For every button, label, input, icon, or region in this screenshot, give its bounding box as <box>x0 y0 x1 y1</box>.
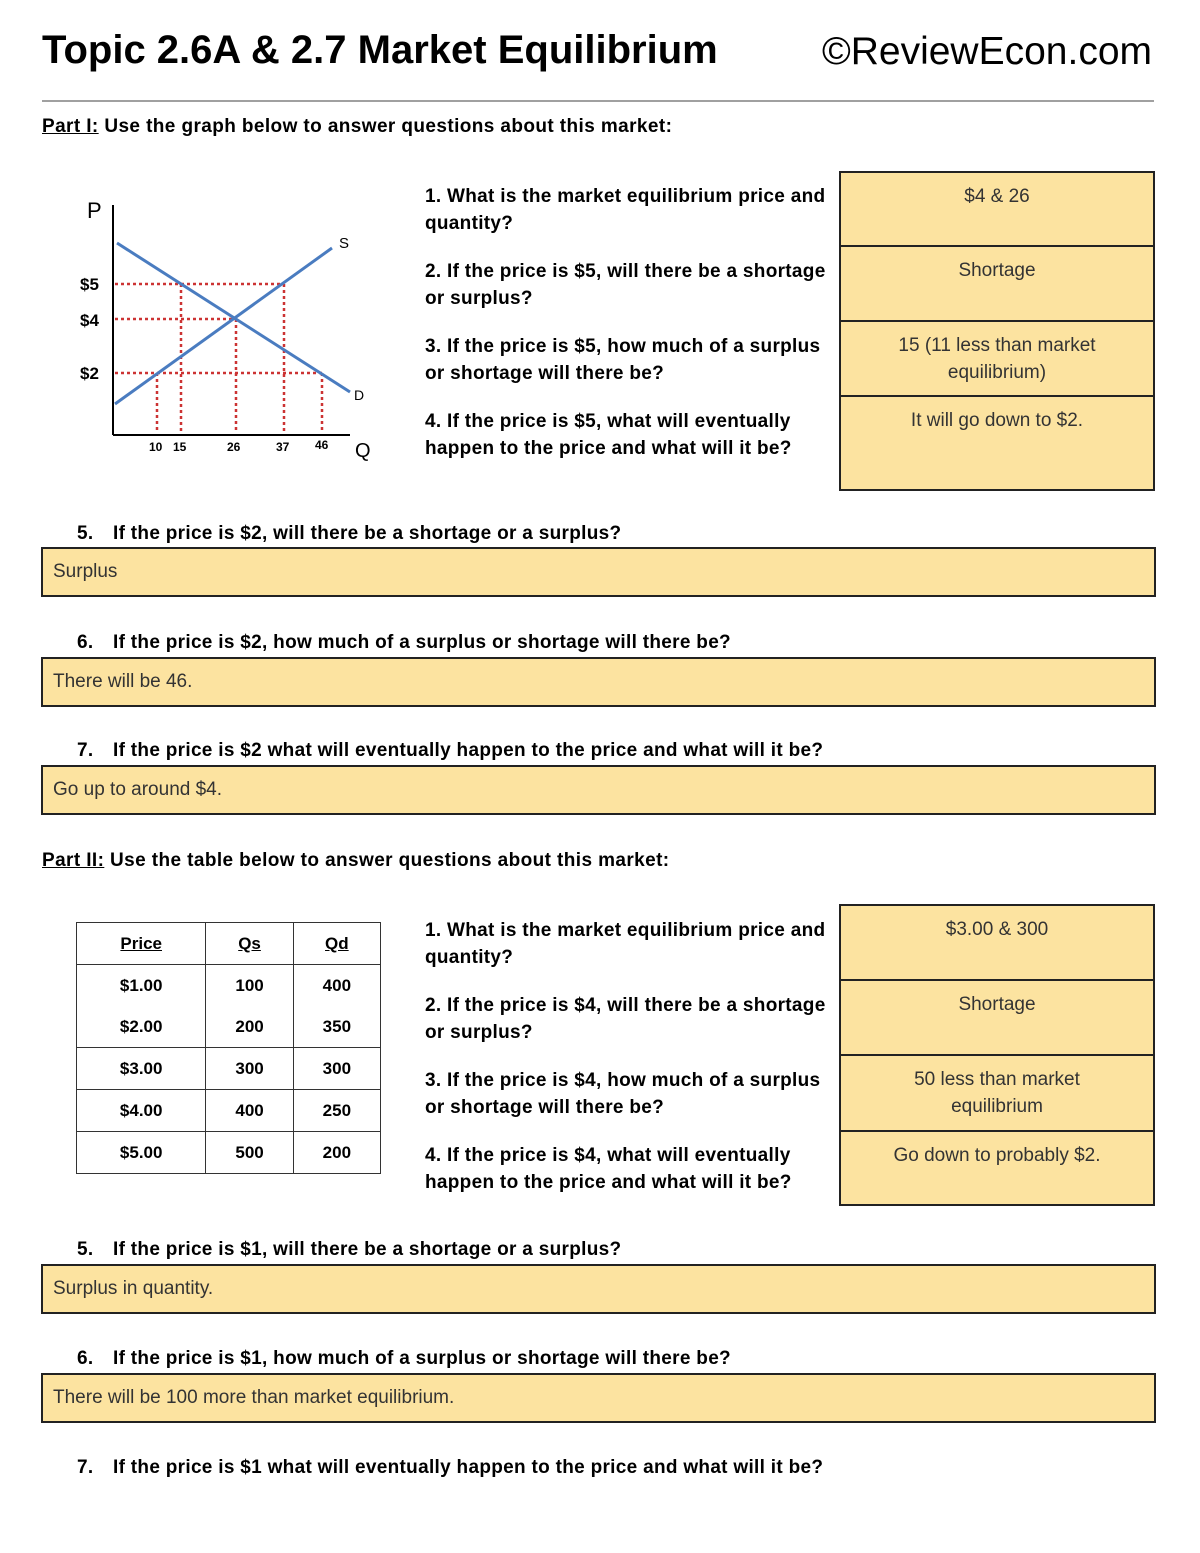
part2-heading <box>42 850 670 872</box>
part1-heading <box>42 116 672 138</box>
p2-question-2: 2. If the price is $4, will there be a shortage or surplus? <box>425 995 826 1043</box>
cell-qs: 500 <box>206 1132 293 1174</box>
p1-answer-6[interactable]: There will be 46. <box>41 657 1156 707</box>
table-row <box>77 965 381 1007</box>
p1-q6-text: If the price is $2, how much of a surplus or shortage will there be? <box>113 632 731 653</box>
table-row <box>77 1132 381 1174</box>
cell-qd: 350 <box>293 1006 380 1048</box>
cell-qs: 200 <box>206 1006 293 1048</box>
qty-label-15: 15 <box>173 440 187 454</box>
cell-price: $5.00 <box>119 1142 163 1162</box>
header-qs: Qs <box>206 923 293 965</box>
p1-answer-2[interactable]: Shortage <box>839 245 1155 322</box>
site-credit: ©ReviewEcon.com <box>821 30 1152 73</box>
p2-q5-text: If the price is $1, will there be a shortage or a surplus? <box>113 1239 622 1260</box>
p1-question-5 <box>77 523 621 545</box>
p2-question-7 <box>77 1457 823 1479</box>
demand-curve <box>117 243 350 392</box>
p1-question-6 <box>77 632 731 654</box>
supply-label: S <box>339 235 350 252</box>
part1-instruction: Use the graph below to answer questions about this market: <box>98 116 673 137</box>
table-header-row <box>77 923 381 965</box>
cell-price: $4.00 <box>77 1090 206 1132</box>
p2-answer-2[interactable]: Shortage <box>839 979 1155 1056</box>
supply-demand-graph <box>60 185 390 475</box>
p2-answer-5[interactable]: Surplus in quantity. <box>41 1264 1156 1314</box>
cell-qd: 250 <box>293 1090 380 1132</box>
p2-question-3: 3. If the price is $4, how much of a surplus or shortage will there be? <box>425 1070 821 1118</box>
supply-demand-table <box>76 922 381 1174</box>
p2-answer-6[interactable]: There will be 100 more than market equilibrium. <box>41 1373 1156 1423</box>
part2-label: Part II: <box>42 850 105 871</box>
part2-instruction: Use the table below to answer questions about this market: <box>104 850 670 871</box>
p2-question-6 <box>77 1348 731 1370</box>
p1-answer-4[interactable]: It will go down to $2. <box>839 395 1155 491</box>
price-label-2: $2 <box>80 364 99 383</box>
price-label-4: $4 <box>80 311 99 330</box>
header-qd: Qd <box>293 923 380 965</box>
demand-label: D <box>354 387 365 403</box>
cell-qd: 200 <box>293 1132 380 1174</box>
qty-label-10: 10 <box>149 440 163 454</box>
p2-q6-number: 6. <box>77 1348 94 1369</box>
p2-question-4: 4. If the price is $4, what will eventually happen to the price and what will it be? <box>425 1145 792 1193</box>
cell-qd: 300 <box>293 1048 380 1090</box>
p1-answer-1[interactable]: $4 & 26 <box>839 171 1155 247</box>
p2-q5-number: 5. <box>77 1239 94 1260</box>
cell-qs: 400 <box>206 1090 293 1132</box>
p1-question-2: 2. If the price is $5, will there be a shortage or surplus? <box>425 261 826 309</box>
p1-q5-text: If the price is $2, will there be a shortage or a surplus? <box>113 523 622 544</box>
p1-question-7 <box>77 740 823 762</box>
page-title: Topic 2.6A & 2.7 Market Equilibrium <box>42 28 718 72</box>
p2-q7-number: 7. <box>77 1457 94 1478</box>
header-price: Price <box>77 923 206 965</box>
price-label-5: $5 <box>80 275 99 294</box>
p2-q6-text: If the price is $1, how much of a surplus or shortage will there be? <box>113 1348 731 1369</box>
part1-label: Part I: <box>42 116 99 137</box>
cell-price: $1.00 <box>119 975 163 995</box>
cell-price: $3.00 <box>77 1048 206 1090</box>
cell-qd: 400 <box>293 965 380 1007</box>
p1-q6-number: 6. <box>77 632 94 653</box>
p-axis-label: P <box>87 198 102 223</box>
p2-answer-1[interactable]: $3.00 & 300 <box>839 904 1155 981</box>
p2-answer-4[interactable]: Go down to probably $2. <box>839 1130 1155 1206</box>
p2-q7-text: If the price is $1 what will eventually happen to the price and what will it be? <box>113 1457 824 1478</box>
p1-question-4: 4. If the price is $5, what will eventually happen to the price and what will it be? <box>425 411 792 459</box>
cell-qs: 100 <box>206 965 293 1007</box>
p1-answer-3[interactable]: 15 (11 less than market equilibrium) <box>839 320 1155 397</box>
qty-label-46: 46 <box>315 438 329 452</box>
p1-q5-number: 5. <box>77 523 94 544</box>
supply-curve <box>115 248 332 404</box>
p1-q7-text: If the price is $2 what will eventually happen to the price and what will it be? <box>113 740 824 761</box>
p1-answer-5[interactable]: Surplus <box>41 547 1156 597</box>
q-axis-label: Q <box>355 440 371 462</box>
table-row <box>77 1090 381 1132</box>
p1-question-3: 3. If the price is $5, how much of a surplus or shortage will there be? <box>425 336 821 384</box>
table-row <box>77 1048 381 1090</box>
cell-qs: 300 <box>206 1048 293 1090</box>
p2-question-5 <box>77 1239 621 1261</box>
header-divider <box>42 100 1154 102</box>
p1-question-1: 1. What is the market equilibrium price and quantity? <box>425 186 826 234</box>
p1-q7-number: 7. <box>77 740 94 761</box>
table-row <box>77 1006 381 1048</box>
p2-answer-3[interactable]: 50 less than market equilibrium <box>839 1054 1155 1133</box>
p1-answer-7[interactable]: Go up to around $4. <box>41 765 1156 815</box>
qty-label-37: 37 <box>276 440 290 454</box>
qty-label-26: 26 <box>227 440 241 454</box>
cell-price: $2.00 <box>77 1006 206 1048</box>
p2-question-1: 1. What is the market equilibrium price and quantity? <box>425 920 826 968</box>
